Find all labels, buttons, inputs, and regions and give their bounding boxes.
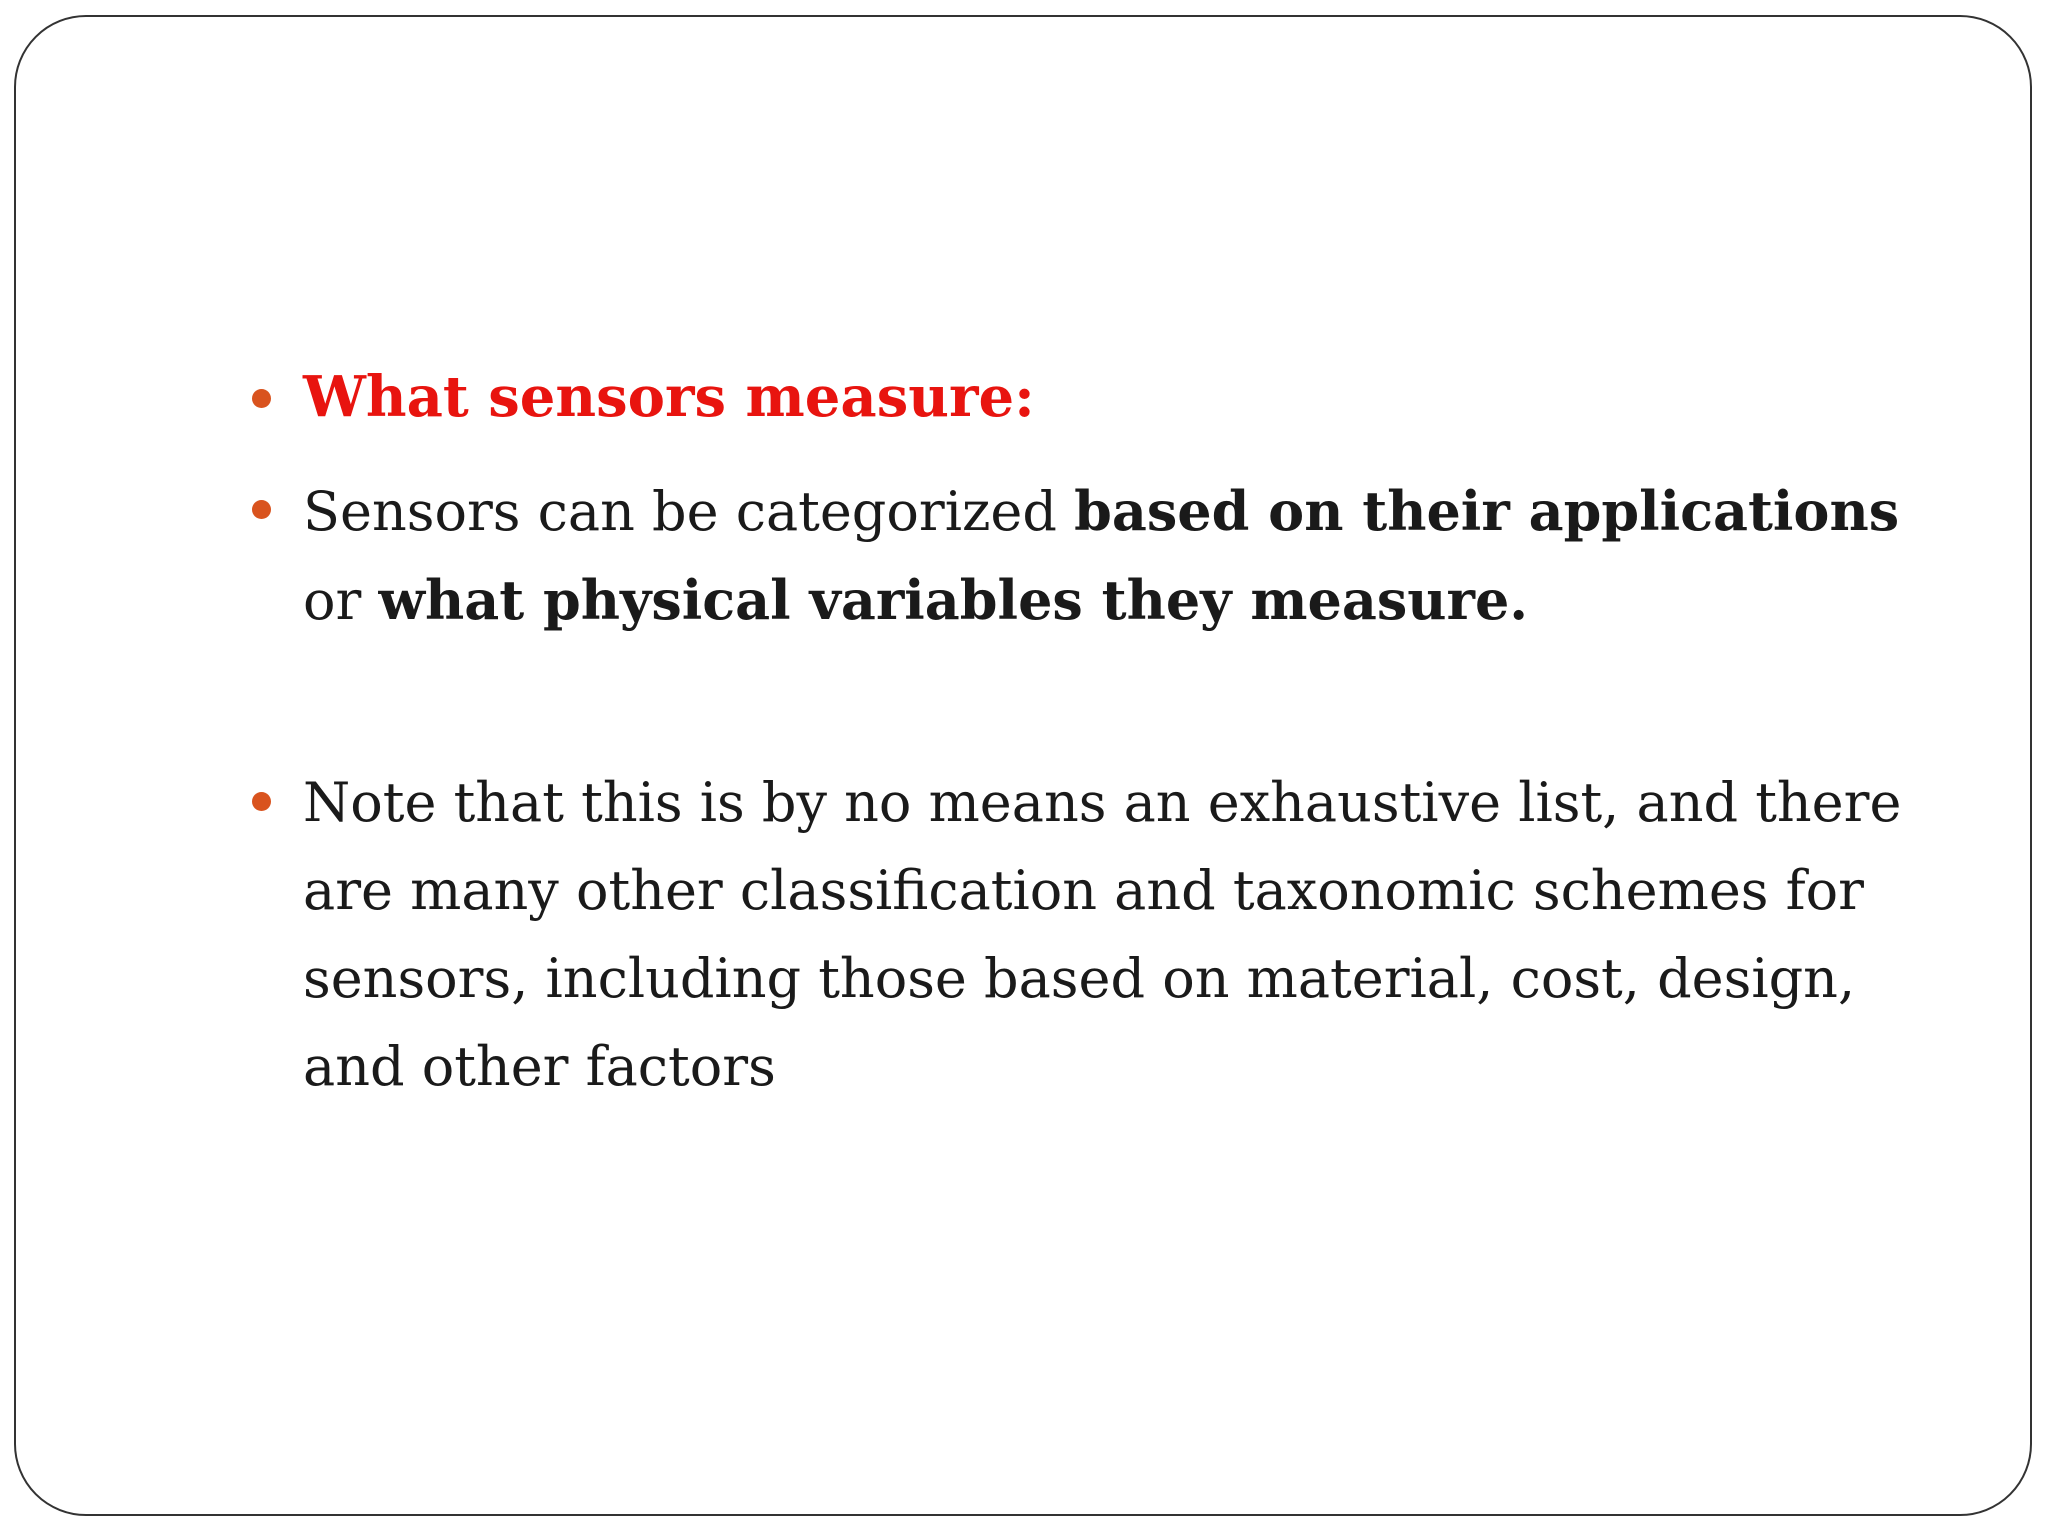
sentence-bold-variables: what physical variables they measure. xyxy=(378,568,1529,632)
note-text: Note that this is by no means an exhaustive list, and there are many other classification and taxonomic schemes for sensors, including those based on material, cost, design, and other factors xyxy=(303,771,1902,1098)
sentence-part-2: or xyxy=(303,569,379,632)
sentence-bold-applications: based on their applications xyxy=(1074,479,1900,543)
bullet-dot-icon xyxy=(252,389,271,408)
slide-frame xyxy=(14,15,2032,1516)
bullet-heading xyxy=(303,362,1963,432)
bullet-dot-icon xyxy=(252,792,271,811)
bullet-dot-icon xyxy=(252,500,271,519)
sentence-part-1: Sensors can be categorized xyxy=(303,480,1075,543)
heading-text: What sensors measure: xyxy=(303,364,1035,430)
bullet-note xyxy=(303,759,1963,1111)
bullet-categorization xyxy=(303,467,1963,645)
